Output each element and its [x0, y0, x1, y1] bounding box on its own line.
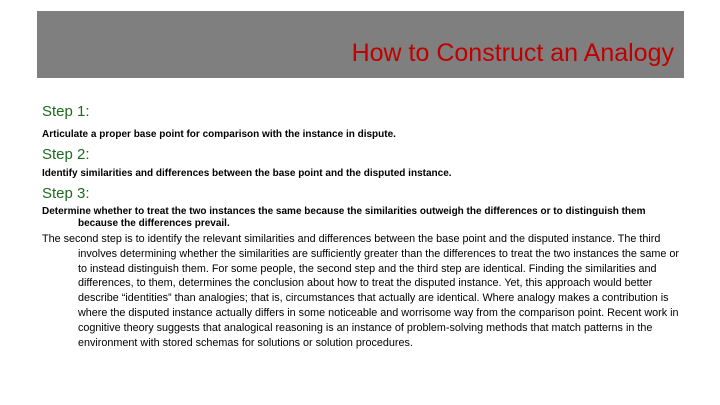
step-2-description: Identify similarities and differences between the base point and the disputed instance.: [42, 168, 452, 179]
slide-title: How to Construct an Analogy: [351, 39, 674, 67]
step-3-description: Determine whether to treat the two instances the same because the similarities outweigh the differences or to distinguish them because the differences prevail.: [42, 206, 646, 229]
step-2-label: Step 2:: [42, 146, 90, 163]
step-1-description: Articulate a proper base point for comparison with the instance in dispute.: [42, 129, 396, 140]
title-bar: [37, 11, 684, 78]
step-3-label: Step 3:: [42, 185, 90, 202]
step-1-label: Step 1:: [42, 103, 90, 120]
body-paragraph: The second step is to identify the relevant similarities and differences between the base point and the disputed instance. The third involves determining whether the similarities are sufficiently greater than the differences to treat the two instances the same or to instead distinguish them. For some people, the second step and the third step are identical. Finding the similarities and differences, to them, determines the conclusion about how to treat the disputed instance. Yet, this approach would better describe “identities” than analogies; that is, circumstances that actually are identical. Where analogy makes a contribution is where the disputed instance actually differs in some noticeable and worrisome way from the comparison point. Recent work in cognitive theory suggests that analogical reasoning is an instance of problem-solving methods that match patterns in the environment with stored schemas for solutions or solution procedures.: [42, 233, 679, 349]
slide-content: [42, 100, 682, 350]
